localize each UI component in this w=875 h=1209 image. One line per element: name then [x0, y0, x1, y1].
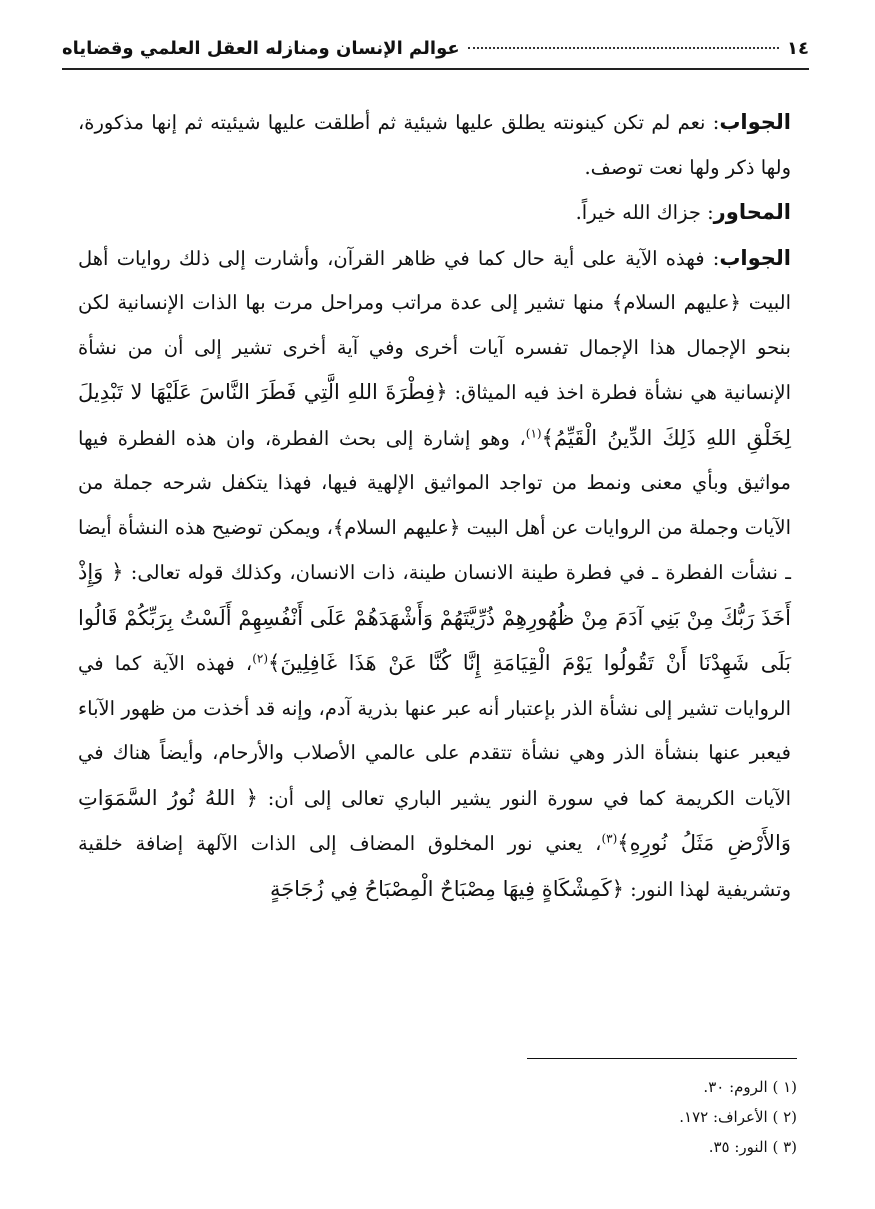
paragraph-text: ، وهو إشارة إلى بحث الفطرة، وان هذه الفطرة فيها مواثيق وبأي معنى ونمط من تواجد المواثيق الإلهية فيها، فهذا يتكفل شرحه جملة من الآيات وجملة من الروايات عن أهل البيت ﴿عليهم السلام﴾، ويمكن توضيح هذه النشأة أيضا ـ نشأت الفطرة ـ في فطرة طينة الانسان طينة، ذات الانسان، وكذلك قوله تعالى:	[78, 426, 791, 584]
speaker-label: المحاور	[713, 200, 791, 224]
paragraph-text: : جزاك الله خيراً.	[575, 201, 714, 224]
quran-verse: ﴿ وَإِذْ أَخَذَ رَبُّكَ مِنْ بَنِي آدَمَ مِنْ ظُهُورِهِمْ ذُرِّيَّتَهُمْ وَأَشْهَدَهُمْ عَلَى أَنْفُسِهِمْ أَلَسْتُ بِرَبِّكُمْ قَالُوا بَلَى شَهِدْنَا أَنْ تَقُولُوا يَوْمَ الْقِيَامَةِ إِنَّا كُنَّا عَنْ هَذَا غَافِلِينَ﴾	[78, 560, 792, 675]
header-dotted-leader	[468, 47, 779, 49]
quran-verse: ﴿فِطْرَةَ اللهِ الَّتِي فَطَرَ النَّاسَ عَلَيْهَا لا تَبْدِيلَ لِخَلْقِ اللهِ ذَلِكَ الدِّينُ الْقَيِّمُ﴾	[78, 380, 792, 450]
speaker-label: الجواب	[719, 110, 791, 134]
footnotes-list	[397, 1072, 797, 1162]
speaker-label: الجواب	[719, 245, 791, 270]
footnote-ref: (٣)	[601, 831, 618, 846]
page-header	[62, 28, 809, 70]
paragraph-text: ، فهذه الآية كما في الروايات تشير إلى نشأة الذر بإعتبار أنه عبر عنها بذرية آدم، وإنه قد أخذت من ظهور الآباء فيعبر عنها بنشأة الذر وهي نشأة تتقدم على عالمي الأصلاب والأرحام، وأيضاً هناك في الآيات الكريمة كما في سورة النور يشير الباري تعالى إلى أن:	[78, 652, 791, 810]
footnote-item: (١ ) الروم: ٣٠.	[703, 1078, 797, 1096]
paragraph-text: ، يعني نور المخلوق المضاف إلى الذات الآلهة إضافة خلقية وتشريفية لهذا النور:	[78, 832, 791, 901]
footnote-ref: (٢)	[252, 651, 269, 666]
paragraph-answer-1	[78, 100, 791, 190]
footnote-separator	[527, 1058, 797, 1059]
quran-verse: ﴿ اللهُ نُورُ السَّمَوَاتِ وَالأَرْضِ مَثَلُ نُورِهِ﴾	[78, 785, 792, 855]
page-body	[78, 100, 791, 912]
footnote-ref: (١)	[525, 426, 542, 440]
paragraph-text: : نعم لم تكن كينونته يطلق عليها شيئية ثم أطلقت عليها شيئيته ثم إنها مذكورة، ولها ذكر ولها نعت توصف.	[78, 111, 791, 179]
header-title: عوالم الإنسان ومنازله العقل العلمي وقضاياه	[62, 37, 460, 59]
footnote-item: (٣ ) النور: ٣٥.	[708, 1138, 797, 1156]
footnote-item: (٢ ) الأعراف: ١٧٢.	[679, 1108, 797, 1126]
page-number: ١٤	[787, 37, 809, 59]
paragraph-interlocutor	[78, 190, 791, 236]
quran-verse: ﴿كَمِشْكَاةٍ فِيهَا مِصْبَاحٌ الْمِصْبَاحُ فِي زُجَاجَةٍ	[269, 876, 624, 901]
paragraph-answer-2	[78, 236, 791, 913]
paragraph-text: : فهذه الآية على أية حال كما في ظاهر القرآن، وأشارت إلى ذلك روايات أهل البيت ﴿عليهم السلام﴾ منها تشير إلى عدة مراتب ومراحل مرت بها الذات الإنسانية لكن بنحو الإجمال هذا الإجمال تفسره آيات أخرى وفي آية أخرى تشير إلى أن من نشأة الإنسانية هي نشأة فطرة اخذ فيه الميثاق:	[78, 246, 791, 404]
